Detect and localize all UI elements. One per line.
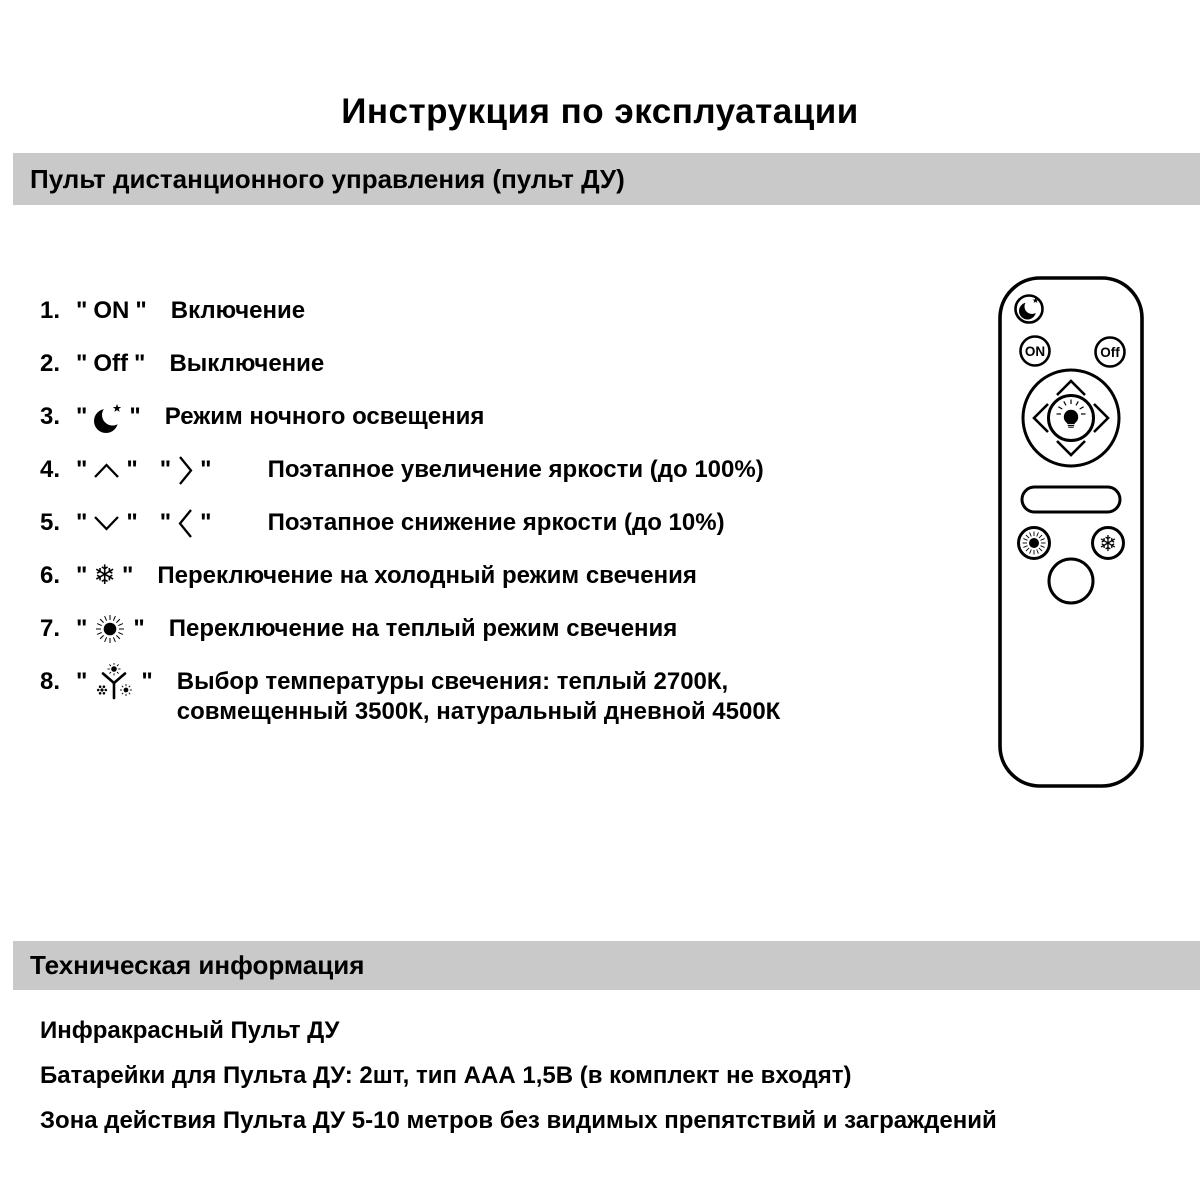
quoted-token — [70, 349, 151, 379]
list-item — [40, 667, 780, 727]
quote-mark: " — [133, 615, 145, 642]
quote-mark: " — [200, 456, 212, 483]
tech-info-line: Зона действия Пульта ДУ 5-10 метров без видимых препятствий и заграждений — [40, 1107, 997, 1134]
warm-sun-icon — [93, 612, 127, 646]
quoted-token — [154, 455, 218, 485]
quote-mark: " — [126, 509, 138, 536]
quote-mark: " — [159, 509, 172, 536]
quoted-token — [70, 561, 139, 591]
item-number: 1. — [40, 297, 61, 324]
list-item — [40, 402, 780, 432]
list-item — [40, 614, 780, 644]
quote-mark: " — [76, 297, 88, 324]
item-number: 2. — [40, 350, 61, 377]
remote-drawing — [998, 276, 1144, 788]
item-description: Переключение на холодный режим свечения — [157, 562, 697, 589]
quote-mark: " — [135, 297, 147, 324]
quote-mark: " — [76, 456, 88, 483]
item-number: 3. — [40, 403, 61, 430]
quoted-token — [70, 667, 159, 697]
list-item — [40, 349, 780, 379]
section-header-remote — [13, 153, 1200, 205]
remote-warm-mode-button — [1019, 528, 1050, 559]
section-header-tech-label: Техническая информация — [30, 950, 365, 980]
item-number: 5. — [40, 509, 61, 536]
quote-mark: " — [126, 456, 138, 483]
remote-diagram — [998, 276, 1144, 788]
quote-mark: " — [76, 615, 88, 642]
list-item — [40, 508, 780, 538]
svg-text:Off: Off — [1100, 345, 1120, 360]
temperature-select-icon — [93, 663, 135, 701]
quote-mark: " — [76, 350, 88, 377]
quote-mark: " — [141, 668, 153, 695]
quote-mark: " — [76, 403, 88, 430]
list-item — [40, 561, 780, 591]
chevron-right-icon — [177, 455, 194, 486]
quoted-token — [70, 508, 144, 538]
chevron-left-icon — [177, 508, 194, 539]
section-header-tech — [13, 941, 1200, 990]
quote-mark: " — [76, 668, 88, 695]
quoted-token — [70, 614, 151, 644]
item-number: 6. — [40, 562, 61, 589]
quoted-token — [70, 296, 153, 326]
quote-mark: " — [159, 456, 172, 483]
item-description: Поэтапное увеличение яркости (до 100%) — [267, 456, 764, 483]
svg-text:ON: ON — [1024, 344, 1046, 359]
snowflake-icon: ❄ — [93, 560, 117, 591]
chevron-up-icon — [93, 462, 120, 479]
quote-mark: " — [122, 562, 134, 589]
item-description: Выключение — [169, 350, 325, 377]
section-header-remote-label: Пульт дистанционного управления (пульт ДУ) — [30, 163, 625, 194]
list-item — [40, 455, 780, 485]
button-label: ON — [93, 297, 130, 324]
item-description: Поэтапное снижение яркости (до 10%) — [267, 509, 725, 536]
moon-star-icon — [93, 401, 123, 434]
quote-mark: " — [200, 509, 212, 536]
list-item — [40, 296, 780, 326]
button-label: Off — [93, 350, 129, 377]
item-number: 4. — [40, 456, 61, 483]
item-number: 8. — [40, 668, 61, 695]
quoted-token — [154, 508, 218, 538]
tech-info-line: Инфракрасный Пульт ДУ — [40, 1017, 340, 1044]
item-description: Режим ночного освещения — [164, 403, 485, 430]
item-number: 7. — [40, 615, 61, 642]
tech-info-list — [40, 1016, 997, 1151]
quote-mark: " — [129, 403, 141, 430]
quote-mark: " — [134, 350, 146, 377]
quote-mark: " — [76, 562, 88, 589]
remote-pill-button — [1022, 487, 1120, 512]
remote-buttons-list — [40, 296, 780, 750]
item-description: Выбор температуры свечения: теплый 2700К, совмещенный 3500К, натуральный дневной 4500К — [176, 668, 781, 725]
quoted-token — [70, 455, 144, 485]
snowflake-icon: ❄ — [1098, 532, 1118, 557]
quoted-token — [70, 402, 147, 432]
tech-info-line: Батарейки для Пульта ДУ: 2шт, тип ААА 1,5В (в комплект не входят) — [40, 1062, 852, 1089]
chevron-down-icon — [93, 515, 120, 532]
quote-mark: " — [76, 509, 88, 536]
page-title: Инструкция по эксплуатации — [341, 92, 859, 132]
item-description: Включение — [170, 297, 306, 324]
item-description: Переключение на теплый режим свечения — [168, 615, 678, 642]
